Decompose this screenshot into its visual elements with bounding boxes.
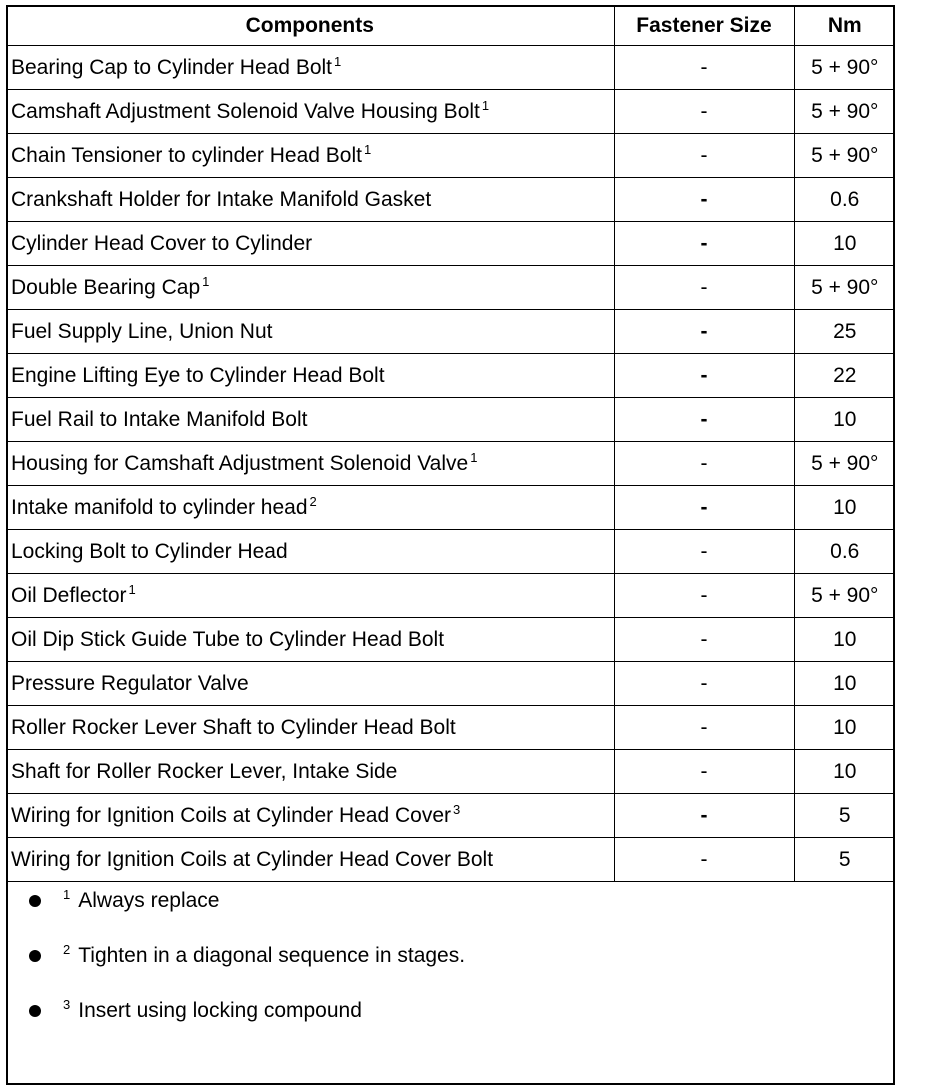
component-cell bbox=[6, 178, 614, 222]
component-cell bbox=[6, 618, 614, 662]
footnote-item bbox=[27, 996, 887, 1026]
footnote-ref: 1 bbox=[128, 582, 136, 597]
bullet-icon bbox=[29, 1005, 41, 1017]
component-name: Wiring for Ignition Coils at Cylinder Head Cover bbox=[11, 804, 452, 827]
torque-value-cell: 10 bbox=[794, 750, 895, 794]
torque-value-cell: 0.6 bbox=[794, 178, 895, 222]
component-cell bbox=[6, 530, 614, 574]
table-row bbox=[6, 706, 895, 750]
component-cell bbox=[6, 442, 614, 486]
torque-value-cell: 10 bbox=[794, 486, 895, 530]
component-name: Shaft for Roller Rocker Lever, Intake Side bbox=[11, 760, 398, 783]
torque-value-cell: 5 bbox=[794, 794, 895, 838]
component-cell bbox=[6, 398, 614, 442]
torque-value-cell: 10 bbox=[794, 706, 895, 750]
torque-value-cell: 25 bbox=[794, 310, 895, 354]
table-row bbox=[6, 574, 895, 618]
component-name: Cylinder Head Cover to Cylinder bbox=[11, 232, 313, 255]
table-row bbox=[6, 46, 895, 90]
fastener-size-cell: - bbox=[614, 486, 794, 530]
footnote-ref: 1 bbox=[202, 274, 210, 289]
fastener-size-cell: - bbox=[614, 618, 794, 662]
fastener-size-cell: - bbox=[614, 354, 794, 398]
torque-value-cell: 10 bbox=[794, 618, 895, 662]
component-name: Double Bearing Cap bbox=[11, 276, 201, 299]
component-name: Oil Dip Stick Guide Tube to Cylinder Head Bolt bbox=[11, 628, 445, 651]
footnote-ref: 1 bbox=[363, 142, 372, 157]
component-cell bbox=[6, 222, 614, 266]
component-cell bbox=[6, 310, 614, 354]
fastener-size-cell: - bbox=[614, 750, 794, 794]
footnote-ref: 2 bbox=[309, 494, 317, 509]
footnote-marker: 3 bbox=[63, 996, 71, 1012]
table-row bbox=[6, 222, 895, 266]
table-header-row bbox=[6, 5, 895, 46]
bullet-icon bbox=[29, 895, 41, 907]
fastener-size-cell: - bbox=[614, 178, 794, 222]
footnote-marker: 1 bbox=[63, 886, 71, 902]
footnote-ref: 3 bbox=[453, 802, 461, 817]
footnote-marker: 2 bbox=[63, 941, 71, 957]
component-name: Fuel Supply Line, Union Nut bbox=[11, 320, 273, 343]
torque-value-cell: 5 + 90° bbox=[794, 442, 895, 486]
fastener-size-cell: - bbox=[614, 662, 794, 706]
torque-value-cell: 5 + 90° bbox=[794, 90, 895, 134]
component-name: Locking Bolt to Cylinder Head bbox=[11, 540, 288, 563]
torque-value-cell: 5 + 90° bbox=[794, 134, 895, 178]
footnote-text: Insert using locking compound bbox=[78, 999, 362, 1022]
fastener-size-cell: - bbox=[614, 838, 794, 882]
fastener-size-cell: - bbox=[614, 706, 794, 750]
torque-value-cell: 5 bbox=[794, 838, 895, 882]
fastener-size-cell: - bbox=[614, 530, 794, 574]
component-name: Fuel Rail to Intake Manifold Bolt bbox=[11, 408, 308, 431]
component-cell bbox=[6, 134, 614, 178]
footnote-text: Always replace bbox=[78, 889, 220, 912]
torque-value-cell: 10 bbox=[794, 662, 895, 706]
footnote-ref: 1 bbox=[470, 450, 478, 465]
table-row bbox=[6, 486, 895, 530]
component-cell bbox=[6, 662, 614, 706]
component-name: Camshaft Adjustment Solenoid Valve Housing Bolt bbox=[11, 100, 480, 123]
fastener-size-cell: - bbox=[614, 46, 794, 90]
table-row bbox=[6, 266, 895, 310]
footnote-text: Tighten in a diagonal sequence in stages. bbox=[78, 944, 466, 967]
component-cell bbox=[6, 750, 614, 794]
footnote-ref: 1 bbox=[481, 98, 490, 113]
component-cell bbox=[6, 794, 614, 838]
torque-value-cell: 0.6 bbox=[794, 530, 895, 574]
table-row bbox=[6, 354, 895, 398]
footnote-item bbox=[27, 941, 887, 971]
header-fastener-size: Fastener Size bbox=[614, 5, 794, 46]
component-name: Intake manifold to cylinder head bbox=[11, 496, 308, 519]
table-row bbox=[6, 794, 895, 838]
component-name: Crankshaft Holder for Intake Manifold Gasket bbox=[11, 188, 432, 211]
fastener-size-cell: - bbox=[614, 574, 794, 618]
component-cell bbox=[6, 838, 614, 882]
fastener-size-cell: - bbox=[614, 794, 794, 838]
fastener-size-cell: - bbox=[614, 90, 794, 134]
fastener-size-cell: - bbox=[614, 266, 794, 310]
component-cell bbox=[6, 90, 614, 134]
table-row bbox=[6, 442, 895, 486]
torque-value-cell: 5 + 90° bbox=[794, 46, 895, 90]
torque-value-cell: 10 bbox=[794, 398, 895, 442]
table-row bbox=[6, 750, 895, 794]
component-name: Housing for Camshaft Adjustment Solenoid Valve bbox=[11, 452, 469, 475]
table-row bbox=[6, 838, 895, 882]
torque-value-cell: 5 + 90° bbox=[794, 574, 895, 618]
component-cell bbox=[6, 266, 614, 310]
torque-spec-table bbox=[6, 5, 895, 882]
component-cell bbox=[6, 486, 614, 530]
component-cell bbox=[6, 46, 614, 90]
footnote-item bbox=[27, 886, 887, 916]
fastener-size-cell: - bbox=[614, 398, 794, 442]
fastener-size-cell: - bbox=[614, 310, 794, 354]
component-name: Chain Tensioner to cylinder Head Bolt bbox=[11, 144, 362, 167]
torque-value-cell: 22 bbox=[794, 354, 895, 398]
component-name: Bearing Cap to Cylinder Head Bolt bbox=[11, 56, 333, 79]
fastener-size-cell: - bbox=[614, 442, 794, 486]
header-nm: Nm bbox=[794, 5, 895, 46]
bullet-icon bbox=[29, 950, 41, 962]
table-row bbox=[6, 618, 895, 662]
footnote-ref: 1 bbox=[334, 54, 342, 69]
component-cell bbox=[6, 574, 614, 618]
table-row bbox=[6, 398, 895, 442]
fastener-size-cell: - bbox=[614, 134, 794, 178]
component-name: Pressure Regulator Valve bbox=[11, 672, 249, 695]
component-name: Oil Deflector bbox=[11, 584, 127, 607]
header-components: Components bbox=[6, 5, 614, 46]
table-row bbox=[6, 134, 895, 178]
table-row bbox=[6, 178, 895, 222]
component-cell bbox=[6, 354, 614, 398]
table-row bbox=[6, 90, 895, 134]
torque-value-cell: 10 bbox=[794, 222, 895, 266]
component-cell bbox=[6, 706, 614, 750]
component-name: Wiring for Ignition Coils at Cylinder Head Cover Bolt bbox=[11, 848, 494, 871]
table-row bbox=[6, 310, 895, 354]
table-row bbox=[6, 530, 895, 574]
component-name: Roller Rocker Lever Shaft to Cylinder Head Bolt bbox=[11, 716, 456, 739]
component-name: Engine Lifting Eye to Cylinder Head Bolt bbox=[11, 364, 385, 387]
torque-value-cell: 5 + 90° bbox=[794, 266, 895, 310]
footnotes bbox=[27, 886, 887, 1051]
fastener-size-cell: - bbox=[614, 222, 794, 266]
table-row bbox=[6, 662, 895, 706]
